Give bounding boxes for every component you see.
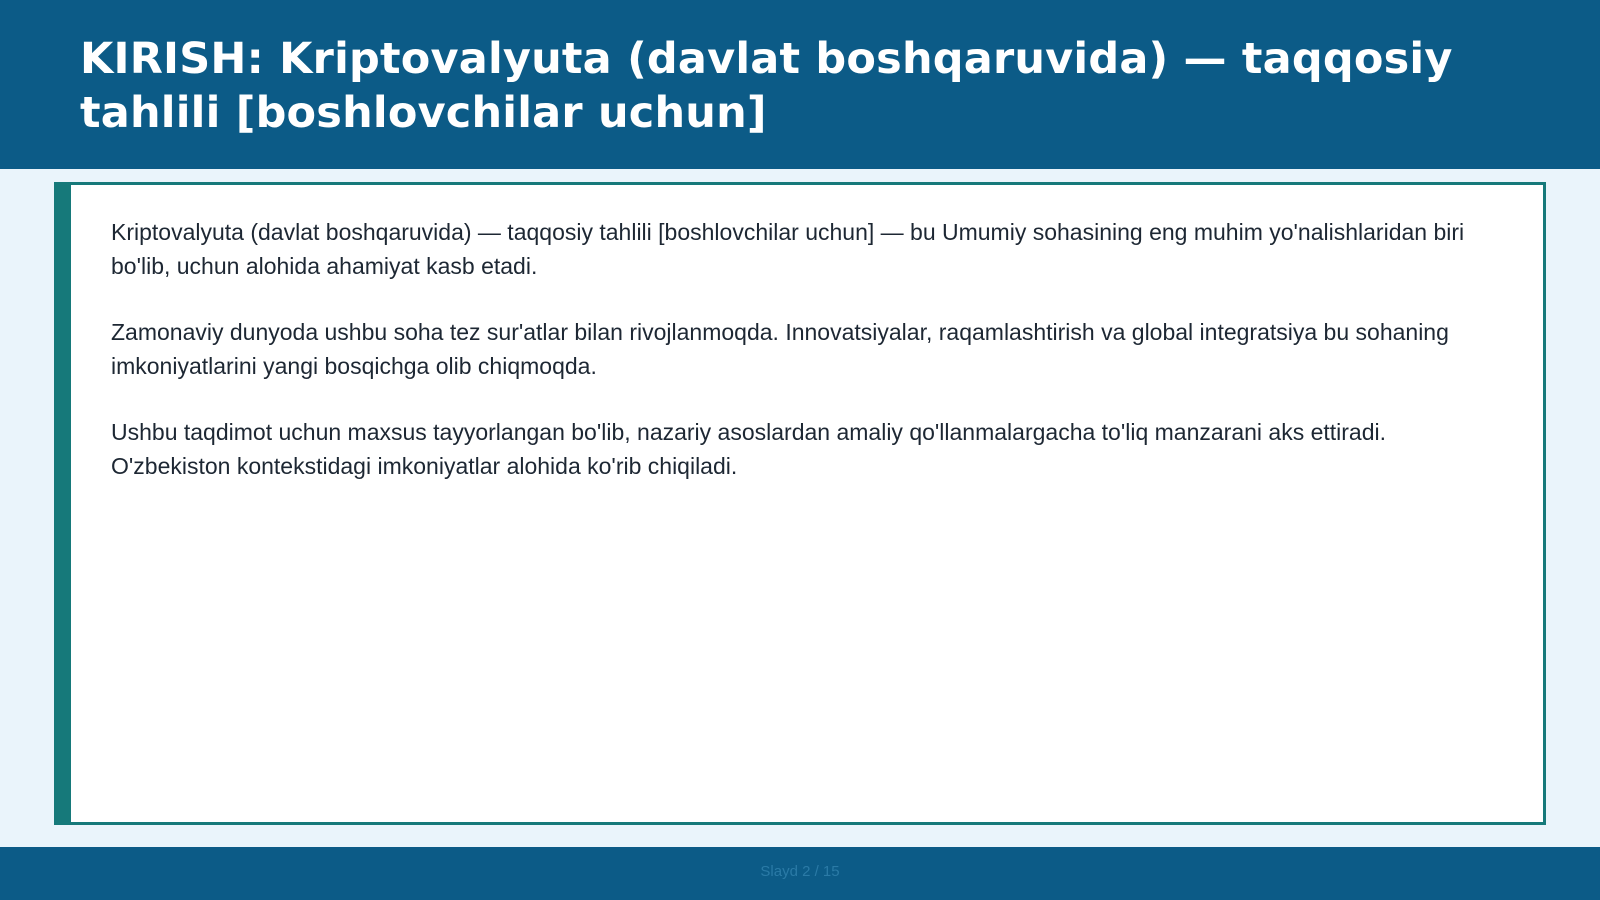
page-number: Slayd 2 / 15 — [760, 863, 840, 880]
content-panel — [54, 182, 1546, 825]
slide-title: KIRISH: Kriptovalyuta (davlat boshqaruvida) — taqqosiy tahlili [boshlovchilar uchun] — [80, 34, 1453, 138]
purpose-paragraph: Ushbu taqdimot uchun maxsus tayyorlangan bo'lib, nazariy asoslardan amaliy qo'llanmalargacha to'liq manzarani aks ettiradi. O'zbekiston kontekstidagi imkoniyatlar alohida ko'rib chiqiladi. — [111, 419, 1387, 479]
intro-paragraph: Kriptovalyuta (davlat boshqaruvida) — taqqosiy tahlili [boshlovchilar uchun] — bu Umumiy sohasining eng muhim yo'nalishlaridan biri bo'lib, uchun alohida ahamiyat kasb etadi. — [111, 219, 1465, 279]
slide-header — [0, 0, 1600, 169]
slide-footer — [0, 847, 1600, 900]
development-paragraph: Zamonaviy dunyoda ushbu soha tez sur'atlar bilan rivojlanmoqda. Innovatsiyalar, raqamlashtirish va global integratsiya bu sohaning imkoniyatlarini yangi bosqichga olib chiqmoqda. — [111, 319, 1449, 379]
